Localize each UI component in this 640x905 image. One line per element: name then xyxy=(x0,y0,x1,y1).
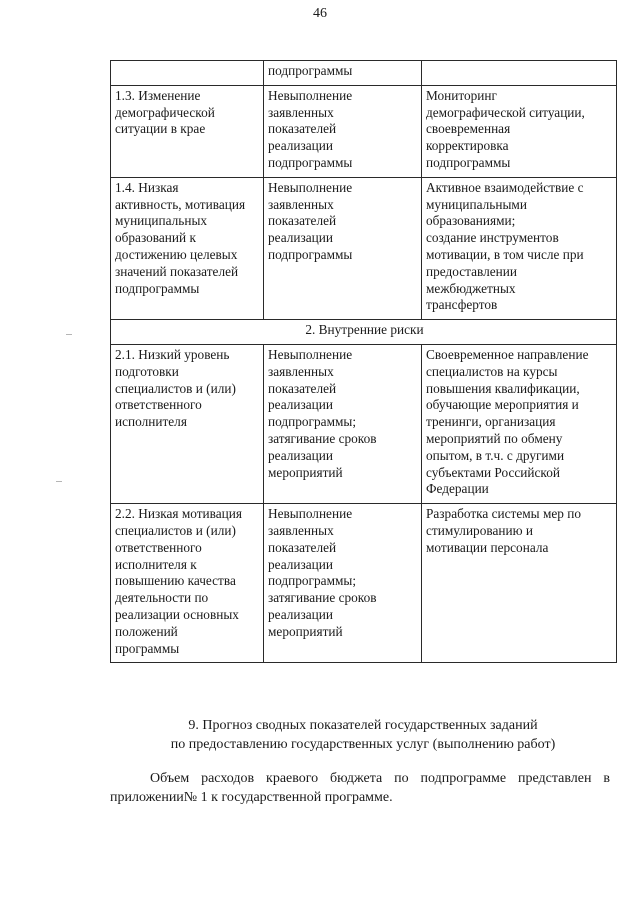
page-number: 46 xyxy=(313,6,327,21)
cell-text-line: значений показателей xyxy=(115,263,239,279)
cell-text-line: мотивации персонала xyxy=(426,539,549,555)
cell-text-line: демографической ситуации, xyxy=(426,104,585,120)
cell-text-line: образованиями; xyxy=(426,213,516,229)
budget-paragraph-line-2: приложении№ 1 к государственной программе. xyxy=(110,789,393,805)
risk-description-cell xyxy=(111,61,264,86)
cell-text-line: заявленных xyxy=(268,363,334,379)
cell-text-line: мероприятий xyxy=(268,623,343,639)
cell-text-line: 1.3. Изменение xyxy=(115,87,201,103)
cell-text-line: положений xyxy=(115,623,178,639)
risk-consequence-cell xyxy=(264,344,422,503)
cell-text-line: показателей xyxy=(268,121,337,137)
cell-text-line: исполнителя к xyxy=(115,556,197,572)
cell-text-line: подпрограммы xyxy=(268,154,353,170)
table-row xyxy=(111,85,617,177)
risk-description-cell xyxy=(111,177,264,319)
cell-text-line: Невыполнение xyxy=(268,506,353,522)
cell-text-line: заявленных xyxy=(268,196,334,212)
cell-text-line: реализации xyxy=(268,447,333,463)
risk-mitigation-cell xyxy=(422,177,617,319)
cell-text-line: Невыполнение xyxy=(268,179,353,195)
cell-text-line: ответственного xyxy=(115,397,202,413)
cell-text-line: предоставлении xyxy=(426,263,518,279)
cell-text-line: подпрограммы xyxy=(268,63,353,78)
cell-text-line: 2.2. Низкая мотивация xyxy=(115,506,243,522)
section-heading-line-1: 9. Прогноз сводных показателей государственных заданий xyxy=(188,718,538,733)
cell-text-line: исполнителя xyxy=(115,414,187,430)
risk-table-body xyxy=(111,61,617,663)
cell-text-line: мероприятий по обмену xyxy=(426,430,563,446)
table-section-row xyxy=(111,320,617,345)
margin-mark xyxy=(56,481,62,482)
cell-text-line: своевременная xyxy=(426,121,511,137)
risk-mitigation-cell xyxy=(422,85,617,177)
cell-text-line: муниципальных xyxy=(115,213,208,229)
cell-text-line: специалистов и (или) xyxy=(115,380,236,396)
cell-text-line: образований к xyxy=(115,230,196,246)
cell-text-line: показателей xyxy=(268,380,337,396)
cell-text-line: субъектами Российской xyxy=(426,464,560,480)
cell-text-line: подпрограммы; xyxy=(268,414,357,430)
risk-consequence-cell xyxy=(264,85,422,177)
cell-text-line: реализации xyxy=(268,606,333,622)
risk-consequence-cell xyxy=(264,61,422,86)
risk-mitigation-cell xyxy=(422,61,617,86)
cell-text-line: создание инструментов xyxy=(426,230,559,246)
section-heading-line-2: по предоставлению государственных услуг (выполнению работ) xyxy=(170,736,556,752)
cell-text-line: реализации основных xyxy=(115,606,239,622)
cell-text-line: мотивации, в том числе при xyxy=(426,246,584,262)
cell-text-line: ситуации в крае xyxy=(115,121,206,137)
cell-text-line: Мониторинг xyxy=(426,87,497,103)
table-row xyxy=(111,504,617,663)
cell-text-line: Невыполнение xyxy=(268,87,353,103)
cell-text-line: межбюджетных xyxy=(426,280,516,296)
cell-text-line: тренинги, организация xyxy=(426,414,556,430)
cell-text-line: реализации xyxy=(268,230,333,246)
cell-text-line: специалистов и (или) xyxy=(115,522,236,538)
cell-text-line: Разработка системы мер по xyxy=(426,506,581,522)
budget-paragraph xyxy=(110,770,610,807)
risk-mitigation-cell xyxy=(422,504,617,663)
cell-text-line: повышения квалификации, xyxy=(426,380,580,396)
risk-description-cell xyxy=(111,504,264,663)
cell-text-line: корректировка xyxy=(426,138,509,154)
section-heading xyxy=(110,717,616,754)
risk-mitigation-cell xyxy=(422,344,617,503)
risk-consequence-cell xyxy=(264,177,422,319)
cell-text-line: затягивание сроков xyxy=(268,430,377,446)
cell-text-line: заявленных xyxy=(268,104,334,120)
cell-text-line: Активное взаимодействие с xyxy=(426,179,584,195)
cell-text-line: реализации xyxy=(268,556,333,572)
risk-consequence-cell xyxy=(264,504,422,663)
cell-text-line: демографической xyxy=(115,104,215,120)
cell-text-line: деятельности по xyxy=(115,590,209,606)
cell-text-line: трансфертов xyxy=(426,297,498,313)
section-label-cell: 2. Внутренние риски xyxy=(111,320,617,345)
cell-text-line: реализации xyxy=(268,397,333,413)
cell-text-line: Невыполнение xyxy=(268,346,353,362)
cell-text-line: обучающие мероприятия и xyxy=(426,397,579,413)
cell-text-line: реализации xyxy=(268,138,333,154)
table-row xyxy=(111,344,617,503)
cell-text-line: 2.1. Низкий уровень xyxy=(115,346,230,362)
cell-text-line: 1.4. Низкая xyxy=(115,179,179,195)
cell-text-line: достижению целевых xyxy=(115,246,238,262)
cell-text-line: повышению качества xyxy=(115,573,236,589)
table-row xyxy=(111,177,617,319)
cell-text-line: стимулированию и xyxy=(426,522,533,538)
cell-text-line: Своевременное направление xyxy=(426,346,589,362)
cell-text-line: специалистов на курсы xyxy=(426,363,558,379)
cell-text-line: Федерации xyxy=(426,481,489,497)
cell-text-line: подпрограммы xyxy=(426,154,511,170)
budget-paragraph-line-1: Объем расходов краевого бюджета по подпрограмме представлен в xyxy=(150,771,610,786)
cell-text-line: показателей xyxy=(268,213,337,229)
cell-text-line: подпрограммы xyxy=(115,280,200,296)
cell-text-line: подпрограммы xyxy=(268,246,353,262)
cell-text-line: программы xyxy=(115,640,180,656)
risk-description-cell xyxy=(111,344,264,503)
cell-text-line: подпрограммы; xyxy=(268,573,357,589)
cell-text-line: муниципальными xyxy=(426,196,527,212)
cell-text-line: опытом, в т.ч. с другими xyxy=(426,447,565,463)
cell-text-line: заявленных xyxy=(268,522,334,538)
cell-text-line: затягивание сроков xyxy=(268,590,377,606)
cell-text-line: мероприятий xyxy=(268,464,343,480)
risk-table xyxy=(110,60,617,663)
table-row xyxy=(111,61,617,86)
cell-text-line: показателей xyxy=(268,539,337,555)
risk-description-cell xyxy=(111,85,264,177)
margin-mark xyxy=(66,334,72,335)
cell-text-line: ответственного xyxy=(115,539,202,555)
cell-text-line: подготовки xyxy=(115,363,179,379)
cell-text-line: активность, мотивация xyxy=(115,196,246,212)
